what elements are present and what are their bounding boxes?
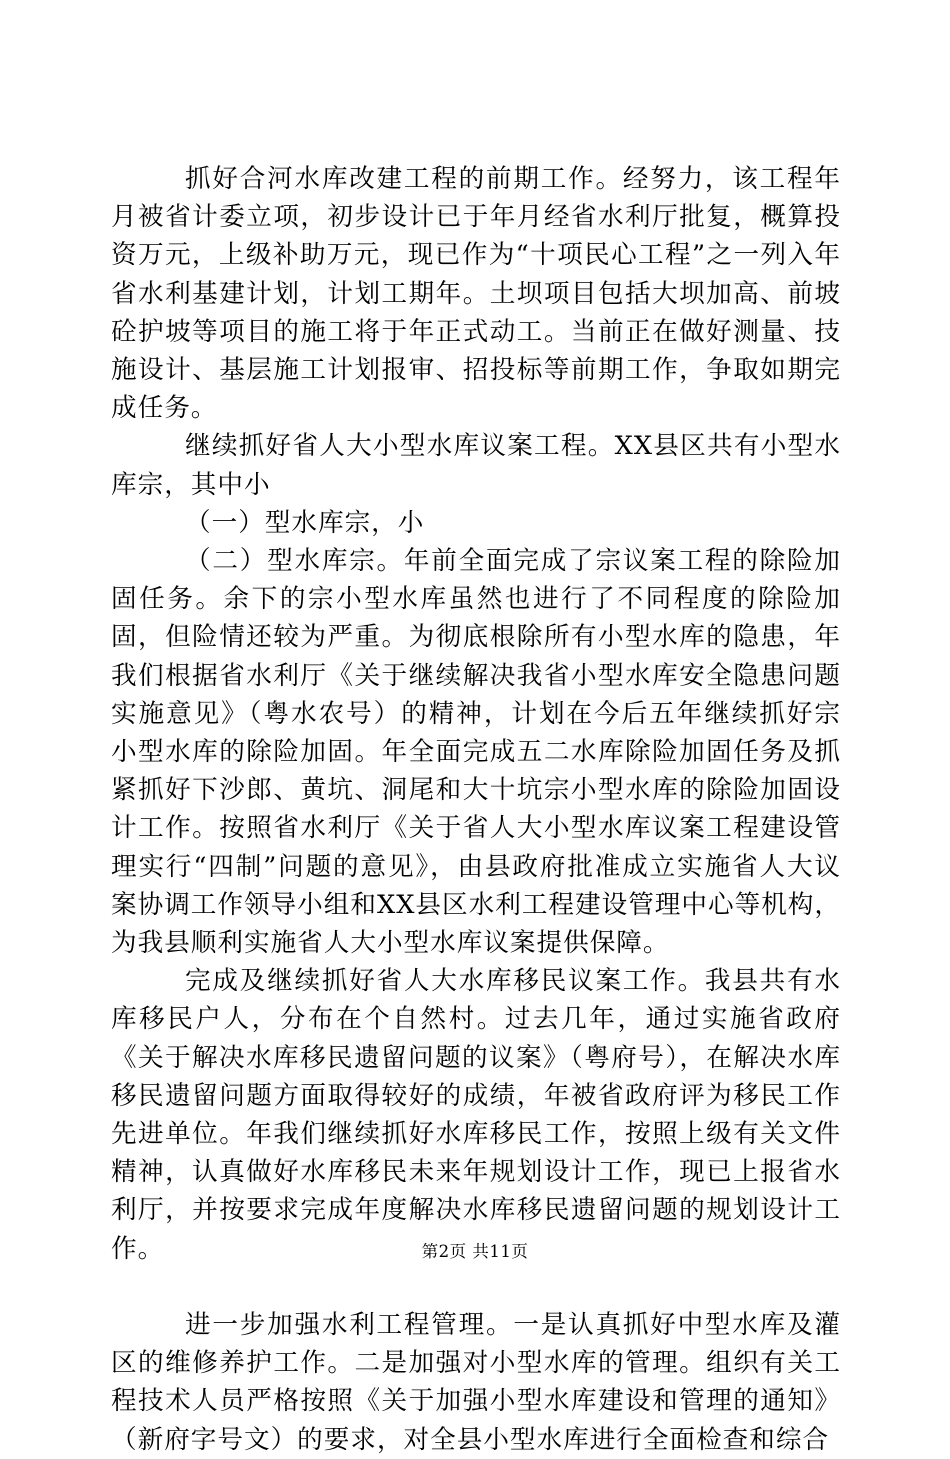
paragraph-project-management: 进一步加强水利工程管理。一是认真抓好中型水库及灌区的维修养护工作。二是加强对小型水库的管理。组织有关工程技术人员严格按照《关于加强小型水库建设和管理的通知》（新府字号文）的要求，对全县小型水库进行全面检查和综合 bbox=[111, 1309, 841, 1455]
document-body bbox=[111, 160, 841, 1459]
paragraph-small-reservoir-bill: 继续抓好省人大小型水库议案工程。XX县区共有小型水库宗，其中小 bbox=[111, 431, 841, 500]
paragraph-resettlement: 完成及继续抓好省人大水库移民议案工作。我县共有水库移民户人，分布在个自然村。过去几年，通过实施省政府《关于解决水库移民遗留问题的议案》（粤府号），在解决水库移民遗留问题方面取得较好的成绩，年被省政府评为移民工作先进单位。年我们继续抓好水库移民工作，按照上级有关文件精神，认真做好水库移民未来年规划设计工作，现已上报省水利厅，并按要求完成年度解决水库移民遗留问题的规划设计工作。 bbox=[111, 966, 841, 1264]
paragraph-item-two: （二）型水库宗。年前全面完成了宗议案工程的除险加固任务。余下的宗小型水库虽然也进行了不同程度的除险加固，但险情还较为严重。为彻底根除所有小型水库的隐患，年我们根据省水利厅《关于继续解决我省小型水库安全隐患问题实施意见》（粤水农号）的精神，计划在今后五年继续抓好宗小型水库的除险加固。年全面完成五二水库除险加固任务及抓紧抓好下沙郎、黄坑、洞尾和大十坑宗小型水库的除险加固设计工作。按照省水利厅《关于省人大小型水库议案工程建设管理实行“四制”问题的意见》，由县政府批准成立实施省人大议案协调工作领导小组和XX县区水利工程建设管理中心等机构，为我县顺利实施省人大小型水库议案提供保障。 bbox=[111, 546, 841, 959]
page-number-footer: 第2页 共11页 bbox=[421, 1242, 529, 1261]
paragraph-item-one: （一）型水库宗，小 bbox=[185, 507, 425, 538]
paragraph-spacer bbox=[111, 1268, 841, 1306]
paragraph-reservoir-rebuild: 抓好合河水库改建工程的前期工作。经努力，该工程年月被省计委立项，初步设计已于年月经省水利厅批复，概算投资万元，上级补助万元，现已作为“十项民心工程”之一列入年省水利基建计划，计划工期年。土坝项目包括大坝加高、前坡砼护坡等项目的施工将于年正式动工。当前正在做好测量、技施设计、基层施工计划报审、招投标等前期工作，争取如期完成任务。 bbox=[111, 164, 841, 424]
